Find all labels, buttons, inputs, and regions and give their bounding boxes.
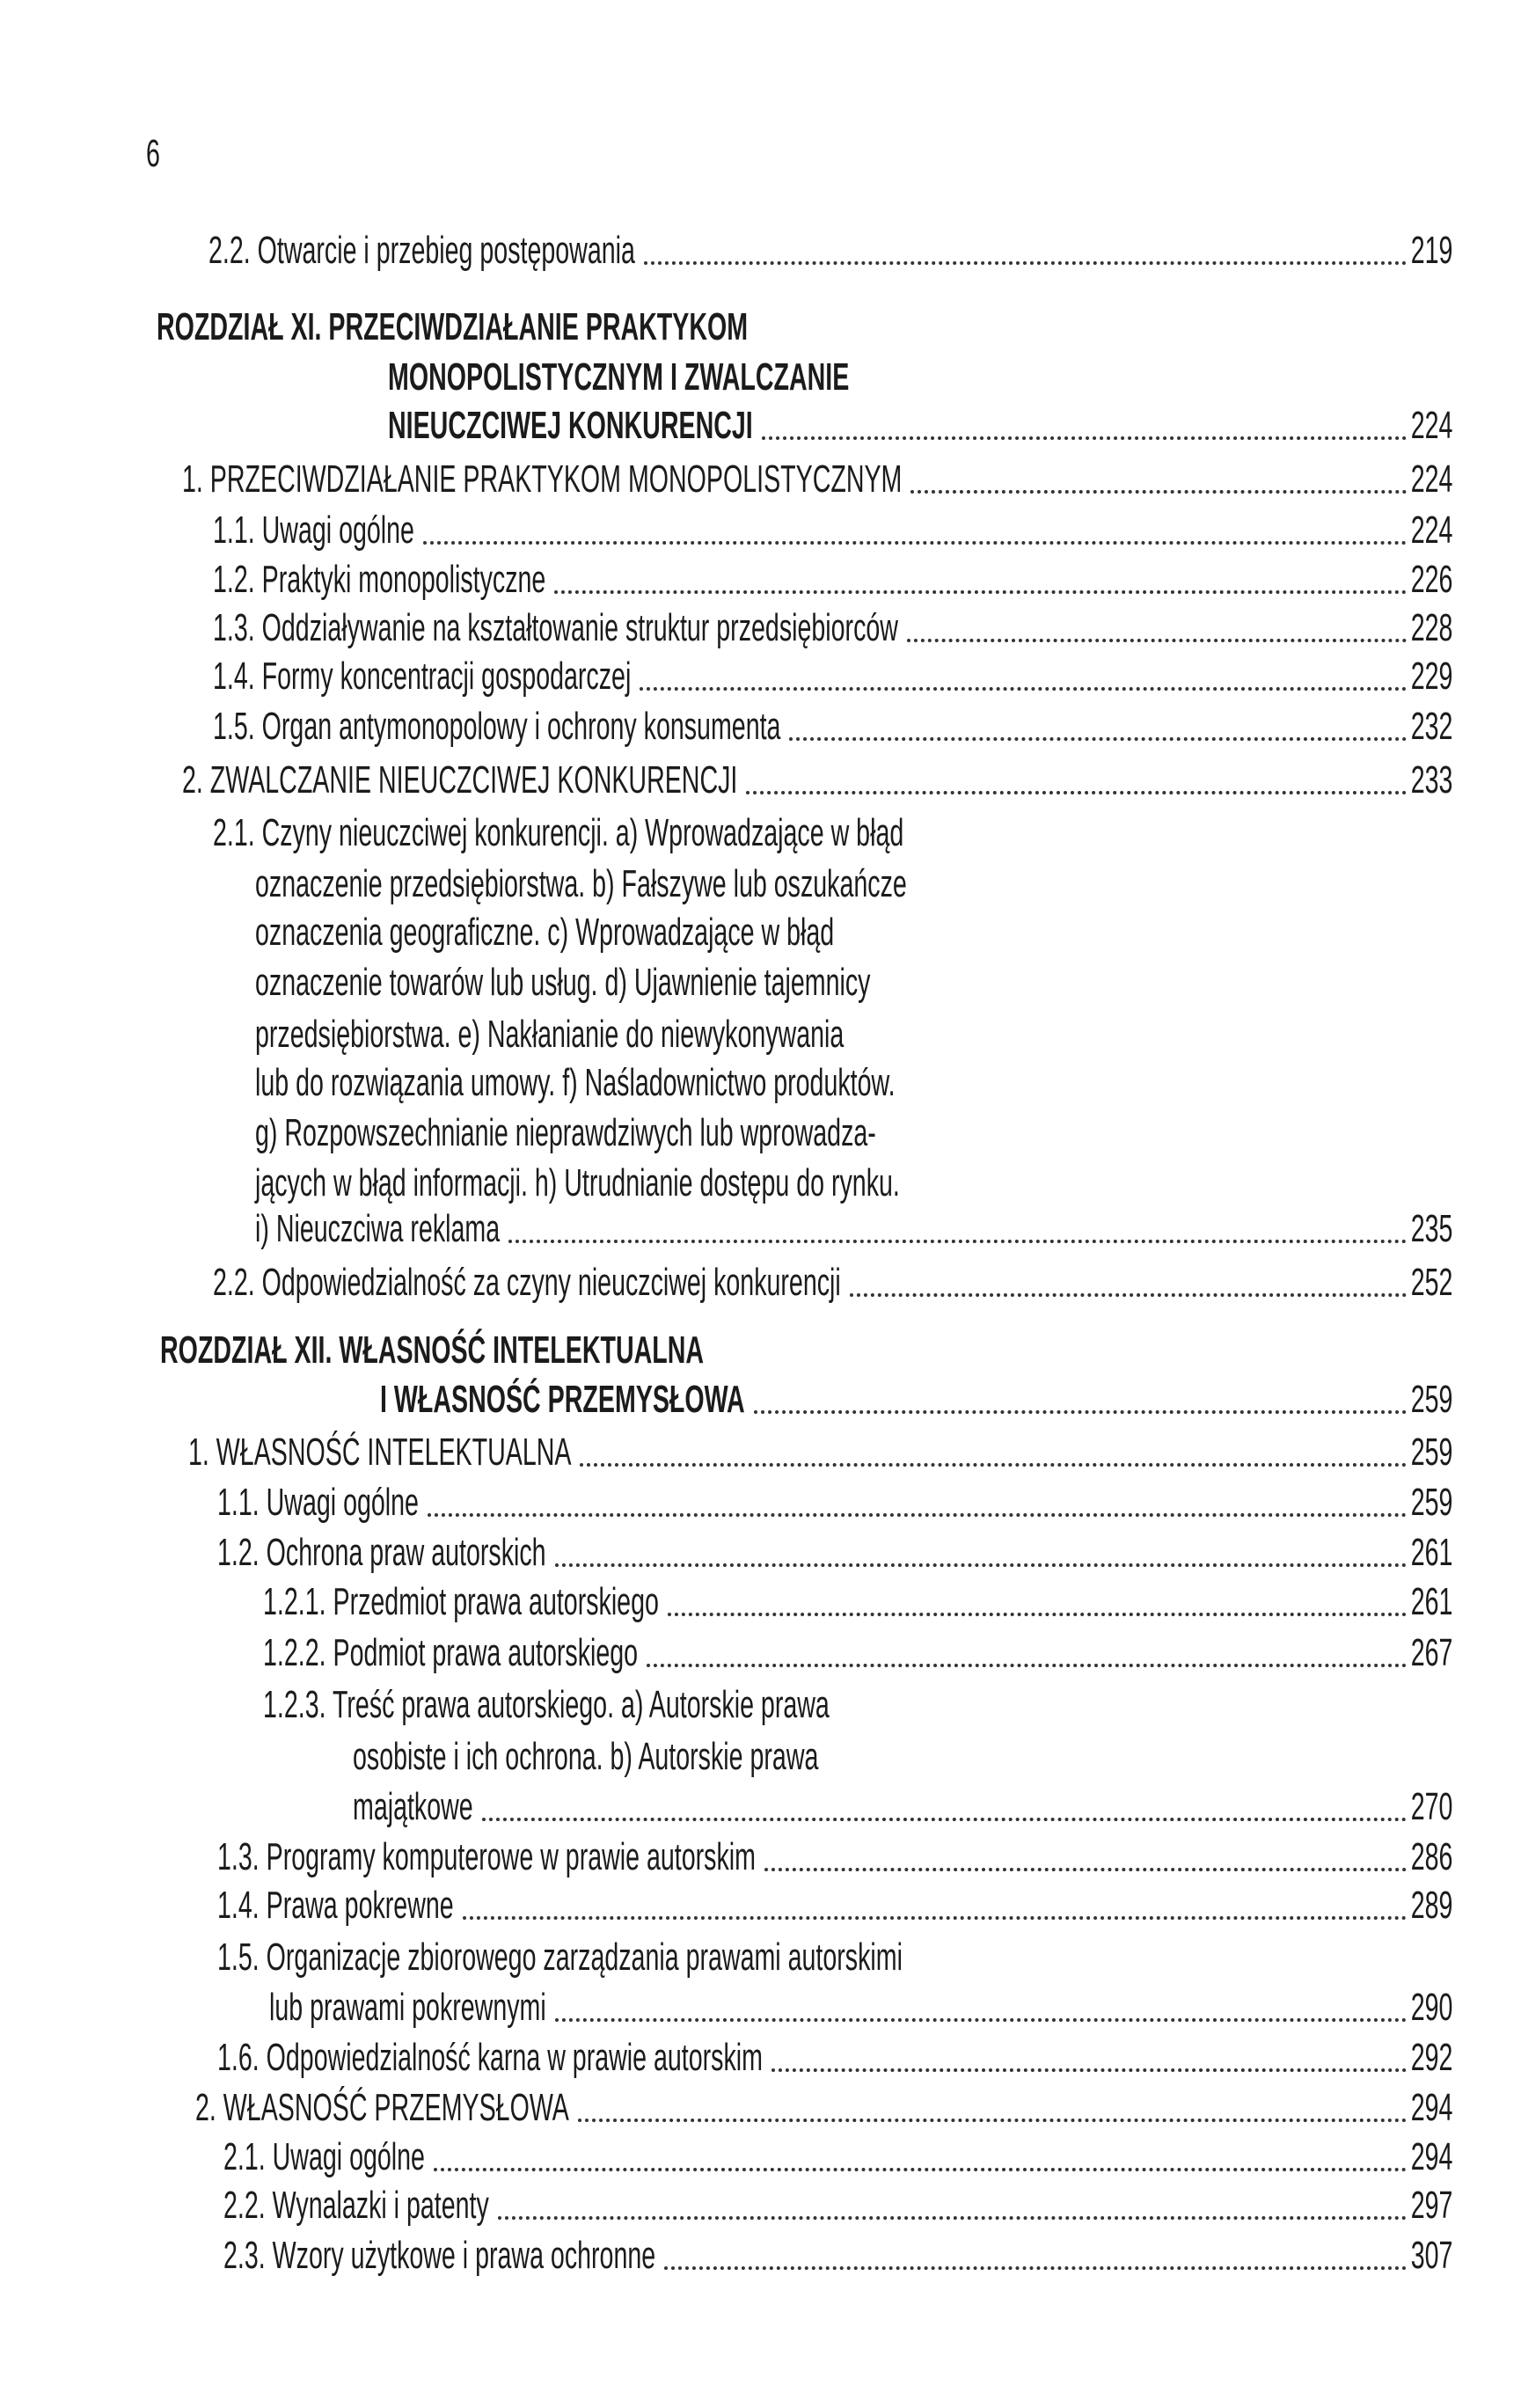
toc-entry-title: osobiste i ich ochrona. b) Autorskie prawa bbox=[353, 1734, 819, 1778]
toc-page-number: 294 bbox=[1410, 2086, 1452, 2130]
toc-entry-line bbox=[263, 1683, 1452, 1727]
dot-leader bbox=[498, 2216, 1408, 2220]
toc-entry bbox=[380, 1378, 1452, 1422]
toc-page-number: 259 bbox=[1410, 1431, 1452, 1475]
toc-page-number: 259 bbox=[1410, 1481, 1452, 1525]
toc-entry bbox=[213, 558, 1452, 602]
toc-page-number: 290 bbox=[1410, 1986, 1452, 2030]
toc-entry bbox=[182, 457, 1452, 501]
toc-entry-line bbox=[353, 1735, 1452, 1779]
dot-leader bbox=[482, 1818, 1408, 1821]
toc-entry-title: majątkowe bbox=[353, 1785, 473, 1829]
dot-leader bbox=[428, 1513, 1407, 1517]
toc-entry bbox=[223, 2135, 1452, 2179]
toc-entry-line bbox=[255, 1061, 1452, 1105]
toc-entry-title: oznaczenie towarów lub usług. d) Ujawnienie tajemnicy bbox=[255, 960, 871, 1004]
toc-entry-title: 1.2.1. Przedmiot prawa autorskiego bbox=[263, 1579, 659, 1623]
toc-entry-line bbox=[255, 1013, 1452, 1057]
toc-entry-title: I WŁASNOŚĆ PRZEMYSŁOWA bbox=[380, 1377, 745, 1421]
dot-leader bbox=[434, 2168, 1407, 2171]
toc-page-number: 232 bbox=[1410, 705, 1452, 749]
toc-page-number: 292 bbox=[1410, 2036, 1452, 2080]
toc-entry-title: 1. WŁASNOŚĆ INTELEKTUALNA bbox=[188, 1431, 572, 1475]
toc-entry bbox=[217, 1835, 1452, 1879]
toc-entry-title: 2. WŁASNOŚĆ PRZEMYSŁOWA bbox=[195, 2086, 569, 2130]
toc-entry-line bbox=[217, 1936, 1452, 1980]
dot-leader bbox=[762, 436, 1408, 440]
toc-entry-title: oznaczenie przedsiębiorstwa. b) Fałszywe lub oszukańcze bbox=[255, 861, 907, 905]
toc-page-number: 294 bbox=[1410, 2134, 1452, 2178]
dot-leader bbox=[463, 1916, 1408, 1920]
toc-entry-title: 2.1. Uwagi ogólne bbox=[223, 2134, 425, 2178]
toc-entry bbox=[217, 1531, 1452, 1575]
toc-page-number: 224 bbox=[1410, 509, 1452, 553]
toc-page-number: 261 bbox=[1410, 1579, 1452, 1623]
toc-page-number: 267 bbox=[1410, 1631, 1452, 1675]
toc-entry-line bbox=[255, 862, 1452, 906]
toc-entry bbox=[213, 509, 1452, 553]
toc-entry-title: 1.2.3. Treść prawa autorskiego. a) Autorskie prawa bbox=[263, 1683, 830, 1727]
toc-entry-title: 1.2.2. Podmiot prawa autorskiego bbox=[263, 1631, 639, 1675]
toc-entry-title: 1.2. Ochrona praw autorskich bbox=[217, 1531, 546, 1575]
toc-entry-title: 1.1. Uwagi ogólne bbox=[213, 509, 414, 553]
toc-page-number: 224 bbox=[1410, 404, 1452, 448]
dot-leader bbox=[555, 2018, 1408, 2022]
toc-entry bbox=[223, 2234, 1452, 2278]
toc-entry bbox=[213, 705, 1452, 749]
toc-entry-line bbox=[157, 305, 1452, 349]
toc-entry-title: 2.1. Czyny nieuczciwej konkurencji. a) Wprowadzające w błąd bbox=[213, 811, 904, 855]
toc-entry-title: jących w błąd informacji. h) Utrudnianie dostępu do rynku. bbox=[255, 1161, 900, 1205]
toc-page-number: 270 bbox=[1410, 1785, 1452, 1829]
toc-entry-title: 1.4. Prawa pokrewne bbox=[217, 1884, 454, 1928]
toc-page-number: 219 bbox=[1410, 229, 1452, 273]
toc-entry bbox=[208, 229, 1452, 273]
toc-entry-title: przedsiębiorstwa. e) Nakłanianie do niewykonywania bbox=[255, 1012, 845, 1056]
toc-entry bbox=[263, 1631, 1452, 1675]
toc-entry bbox=[213, 606, 1452, 650]
dot-leader bbox=[668, 1613, 1407, 1616]
toc-entry-line bbox=[255, 911, 1452, 955]
toc-entry bbox=[182, 758, 1452, 802]
dot-leader bbox=[554, 590, 1407, 594]
dot-leader bbox=[508, 1240, 1407, 1243]
toc-page-number: 233 bbox=[1410, 758, 1452, 801]
dot-leader bbox=[580, 1463, 1407, 1467]
dot-leader bbox=[907, 639, 1407, 642]
dot-leader bbox=[644, 261, 1407, 265]
toc-entry-title: 2. ZWALCZANIE NIEUCZCIWEJ KONKURENCJI bbox=[182, 758, 738, 801]
toc-entry bbox=[213, 655, 1452, 699]
toc-entry bbox=[353, 1785, 1452, 1829]
dot-leader bbox=[910, 490, 1407, 494]
toc-entry-title: NIEUCZCIWEJ KONKURENCJI bbox=[388, 404, 753, 448]
dot-leader bbox=[789, 737, 1407, 741]
toc-page-number: 229 bbox=[1410, 655, 1452, 699]
toc-entry-title: lub do rozwiązania umowy. f) Naśladownictwo produktów. bbox=[255, 1061, 896, 1105]
toc-page-number: 252 bbox=[1410, 1260, 1452, 1304]
toc-entry-title: 1.4. Formy koncentracji gospodarczej bbox=[213, 655, 632, 699]
dot-leader bbox=[771, 2068, 1407, 2072]
toc-entry-line bbox=[255, 1161, 1452, 1205]
toc-entry-title: oznaczenia geograficzne. c) Wprowadzające w błąd bbox=[255, 910, 835, 954]
toc-entry bbox=[255, 1207, 1452, 1251]
toc-page-number: 226 bbox=[1410, 557, 1452, 601]
toc-entry-title: 2.2. Odpowiedzialność za czyny nieuczciwej konkurencji bbox=[213, 1260, 841, 1304]
toc-entry-title: 1.5. Organizacje zbiorowego zarządzania prawami autorskimi bbox=[217, 1936, 903, 1980]
toc-entry bbox=[269, 1986, 1452, 2030]
dot-leader bbox=[664, 2266, 1407, 2270]
dot-leader bbox=[647, 1664, 1407, 1667]
dot-leader bbox=[578, 2119, 1407, 2122]
toc-entry-title: 1.1. Uwagi ogólne bbox=[217, 1481, 419, 1525]
toc-entry-line bbox=[388, 355, 1452, 399]
toc-entry-title: 1.3. Oddziaływanie na kształtowanie struktur przedsiębiorców bbox=[213, 606, 898, 650]
toc-entry-line bbox=[255, 961, 1452, 1005]
toc-page-number: 289 bbox=[1410, 1884, 1452, 1928]
toc-page-number: 286 bbox=[1410, 1835, 1452, 1879]
toc-entry bbox=[217, 2036, 1452, 2080]
toc-entry-title: lub prawami pokrewnymi bbox=[269, 1986, 546, 2030]
dot-leader bbox=[754, 1410, 1408, 1414]
dot-leader bbox=[850, 1293, 1408, 1297]
toc-page-number: 228 bbox=[1410, 606, 1452, 650]
dot-leader bbox=[640, 687, 1407, 691]
toc-entry-title: 1.5. Organ antymonopolowy i ochrony konsumenta bbox=[213, 705, 781, 749]
toc-entry-title: 2.2. Wynalazki i patenty bbox=[223, 2184, 489, 2228]
toc-page-number: 307 bbox=[1410, 2234, 1452, 2278]
toc-page-number: 259 bbox=[1410, 1377, 1452, 1421]
toc-entry-title: 1.3. Programy komputerowe w prawie autorskim bbox=[217, 1835, 756, 1879]
toc-page-number: 297 bbox=[1410, 2184, 1452, 2228]
toc-entry-title: MONOPOLISTYCZNYM I ZWALCZANIE bbox=[388, 355, 850, 399]
toc-entry-title: 2.3. Wzory użytkowe i prawa ochronne bbox=[223, 2234, 656, 2278]
toc-entry-line bbox=[213, 811, 1452, 855]
dot-leader bbox=[764, 1868, 1407, 1871]
toc-entry bbox=[223, 2184, 1452, 2228]
toc-entry-title: i) Nieuczciwa reklama bbox=[255, 1207, 501, 1251]
toc-entry-title: g) Rozpowszechnianie nieprawdziwych lub wprowadza- bbox=[255, 1111, 876, 1155]
toc-entry-title: 1.2. Praktyki monopolistyczne bbox=[213, 557, 546, 601]
toc-page-number: 235 bbox=[1410, 1207, 1452, 1251]
toc-entry-title: ROZDZIAŁ XI. PRZECIWDZIAŁANIE PRAKTYKOM bbox=[157, 304, 749, 348]
toc-entry-line bbox=[160, 1328, 1452, 1372]
toc-entry bbox=[188, 1431, 1452, 1475]
toc-entry bbox=[213, 1261, 1452, 1305]
toc-entry-title: 1.6. Odpowiedzialność karna w prawie autorskim bbox=[217, 2036, 763, 2080]
toc-page-number: 261 bbox=[1410, 1531, 1452, 1575]
toc-entry-title: 2.2. Otwarcie i przebieg postępowania bbox=[208, 229, 635, 273]
toc-entry-line bbox=[255, 1111, 1452, 1155]
toc-entry bbox=[195, 2086, 1452, 2130]
toc-entry bbox=[388, 404, 1452, 448]
toc-entry-title: 1. PRZECIWDZIAŁANIE PRAKTYKOM MONOPOLISTYCZNYM bbox=[182, 457, 903, 501]
toc-page-number: 224 bbox=[1410, 457, 1452, 501]
toc-entry bbox=[217, 1481, 1452, 1525]
page-number: 6 bbox=[146, 132, 160, 175]
dot-leader bbox=[555, 1563, 1408, 1567]
dot-leader bbox=[423, 541, 1407, 545]
toc-entry bbox=[263, 1580, 1452, 1624]
toc-entry-title: ROZDZIAŁ XII. WŁASNOŚĆ INTELEKTUALNA bbox=[160, 1328, 705, 1372]
dot-leader bbox=[746, 791, 1407, 794]
toc-entry bbox=[217, 1884, 1452, 1928]
